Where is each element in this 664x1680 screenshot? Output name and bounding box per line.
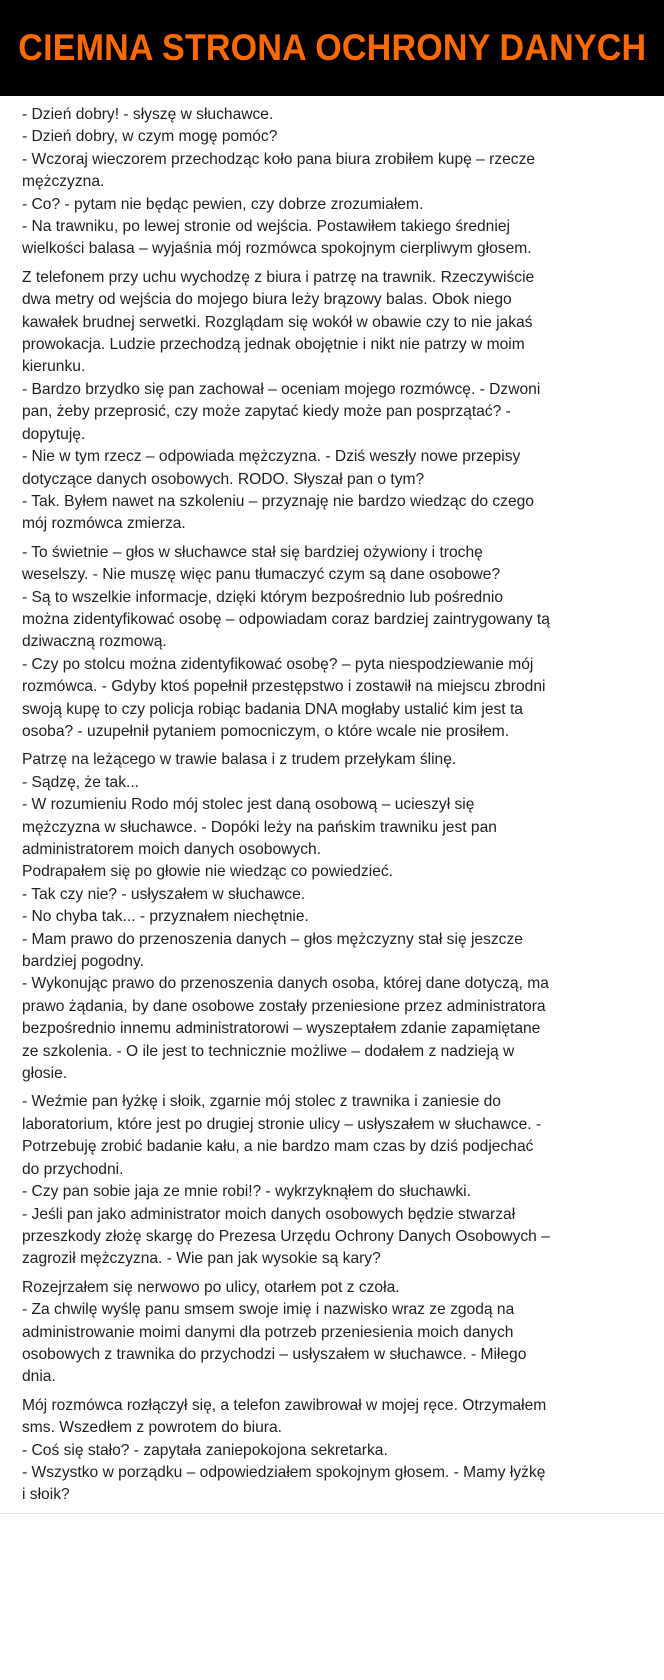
text-line: - Są to wszelkie informacje, dzięki którym bezpośrednio lub pośrednio	[22, 588, 504, 606]
text-line: - Sądzę, że tak...	[22, 773, 140, 791]
text-line: bezpośrednio innemu administratorowi – wyszeptałem zdanie zapamiętane	[22, 1020, 541, 1038]
text-line: mój rozmówca zmierza.	[22, 515, 186, 533]
text-line: - Nie w tym rzecz – odpowiada mężczyzna. - Dziś weszły nowe przepisy	[22, 448, 521, 466]
text-line: - Weźmie pan łyżkę i słoik, zgarnie mój stolec z trawnika i zaniesie do	[22, 1093, 501, 1111]
text-line: dopytuję.	[22, 425, 86, 443]
text-line: - Bardzo brzydko się pan zachował – oceniam mojego rozmówcę. - Dzwoni	[22, 380, 541, 398]
story-text	[0, 96, 664, 1507]
text-line: - Na trawniku, po lewej stronie od wejścia. Postawiłem takiego średniej	[22, 218, 510, 236]
text-line: - Tak czy nie? - usłyszałem w słuchawce.	[22, 885, 306, 903]
story-paragraph	[22, 104, 644, 261]
text-line: Rozejrzałem się nerwowo po ulicy, otarłem pot z czoła.	[22, 1278, 400, 1296]
text-line: osoba? - uzupełnił pytaniem pomocniczym, o które wcale nie prosiłem.	[22, 722, 510, 740]
text-line: dotyczące danych osobowych. RODO. Słyszał pan o tym?	[22, 470, 425, 488]
text-line: prawo żądania, by dane osobowe zostały przeniesione przez administratora	[22, 997, 546, 1015]
text-line: mężczyzna w słuchawce. - Dopóki leży na pańskim trawniku jest pan	[22, 818, 497, 836]
text-line: - Wykonując prawo do przenoszenia danych osoba, której dane dotyczą, ma	[22, 975, 549, 993]
text-line: Podrapałem się po głowie nie wiedząc co powiedzieć.	[22, 863, 393, 881]
story-paragraph	[22, 267, 644, 536]
text-line: przeszkody złożę skargę do Prezesa Urzędu Ochrony Danych Osobowych –	[22, 1227, 550, 1245]
text-line: Potrzebuję zrobić badanie kału, a nie bardzo mam czas by dziś podjechać	[22, 1138, 534, 1156]
text-line: weselszy. - Nie muszę więc panu tłumaczyć czym są dane osobowe?	[22, 566, 501, 584]
text-line: - Wszystko w porządku – odpowiedziałem spokojnym głosem. - Mamy łyżkę	[22, 1463, 546, 1481]
text-line: osobowych z trawnika do przychodzi – usłyszałem w słuchawce. - Miłego	[22, 1345, 527, 1363]
text-line: - Dzień dobry, w czym mogę pomóc?	[22, 128, 278, 146]
text-line: - Coś się stało? - zapytała zaniepokojona sekretarka.	[22, 1441, 388, 1459]
text-line: - W rozumieniu Rodo mój stolec jest daną osobową – ucieszył się	[22, 796, 475, 814]
text-line: - Tak. Byłem nawet na szkoleniu – przyznaję nie bardzo wiedząc do czego	[22, 492, 534, 510]
text-line: do przychodni.	[22, 1160, 124, 1178]
header-banner	[0, 0, 664, 96]
text-line: - Co? - pytam nie będąc pewien, czy dobrze zrozumiałem.	[22, 195, 424, 213]
text-line: - Mam prawo do przenoszenia danych – głos mężczyzny stał się jeszcze	[22, 930, 523, 948]
story-paragraph	[22, 749, 644, 1085]
text-line: dnia.	[22, 1368, 56, 1386]
text-line: prowokacja. Ludzie przechodzą jednak obojętnie i nikt nie patrzy w moim	[22, 336, 525, 354]
story-paragraph	[22, 1277, 644, 1389]
text-line: dziwaczną rozmową.	[22, 633, 167, 651]
text-line: Z telefonem przy uchu wychodzę z biura i patrzę na trawnik. Rzeczywiście	[22, 268, 535, 286]
text-line: kierunku.	[22, 358, 86, 376]
story-paragraph	[22, 542, 644, 744]
page-title: CIEMNA STRONA OCHRONY DANYCH	[18, 27, 646, 68]
text-line: głosie.	[22, 1065, 68, 1083]
text-line: administratorem moich danych osobowych.	[22, 841, 322, 858]
text-line: i słoik?	[22, 1486, 70, 1504]
text-line: - No chyba tak... - przyznałem niechętnie.	[22, 908, 309, 926]
text-line: wielkości balasa – wyjaśnia mój rozmówca spokojnym cierpliwym głosem.	[22, 240, 532, 258]
text-line: swoją kupę to czy policja robiąc badania DNA mogłaby ustalić kim jest ta	[22, 700, 523, 718]
text-line: można zidentyfikować osobę – odpowiadam coraz bardziej zaintrygowany tą	[22, 610, 550, 628]
text-line: - To świetnie – głos w słuchawce stał się bardziej ożywiony i trochę	[22, 543, 483, 561]
text-line: - Czy pan sobie jaja ze mnie robi!? - wykrzyknąłem do słuchawki.	[22, 1183, 471, 1201]
text-line: Patrzę na leżącego w trawie balasa i z trudem przełykam ślinę.	[22, 751, 457, 769]
story-paragraph	[22, 1395, 644, 1507]
story-paragraph	[22, 1091, 644, 1270]
text-line: - Za chwilę wyślę panu smsem swoje imię i nazwisko wraz ze zgodą na	[22, 1301, 515, 1319]
text-line: dwa metry od wejścia do mojego biura leży brązowy balas. Obok niego	[22, 291, 512, 309]
text-line: pan, żeby przeprosić, czy może zapytać kiedy może pan posprzątać? -	[22, 403, 511, 421]
text-line: ze szkolenia. - O ile jest to technicznie możliwe – dodałem z nadzieją w	[22, 1042, 515, 1060]
text-line: kawałek brudnej serwetki. Rozglądam się wokół w obawie czy to nie jakaś	[22, 313, 533, 331]
text-line: bardziej pogodny.	[22, 953, 144, 971]
text-line: - Czy po stolcu można zidentyfikować osobę? – pyta niespodziewanie mój	[22, 655, 534, 673]
text-line: laboratorium, które jest po drugiej stronie ulicy – usłyszałem w słuchawce. -	[22, 1115, 542, 1133]
text-line: Mój rozmówca rozłączył się, a telefon zawibrował w mojej ręce. Otrzymałem	[22, 1396, 547, 1414]
divider	[0, 1513, 664, 1514]
text-line: mężczyzna.	[22, 173, 105, 191]
text-line: - Wczoraj wieczorem przechodząc koło pana biura zrobiłem kupę – rzecze	[22, 150, 536, 168]
text-line: rozmówca. - Gdyby ktoś popełnił przestępstwo i zostawił na miejscu zbrodni	[22, 678, 546, 696]
text-line: administrowanie moimi danymi dla potrzeb przeniesienia moich danych	[22, 1323, 514, 1341]
text-line: - Dzień dobry! - słyszę w słuchawce.	[22, 106, 274, 123]
text-line: - Jeśli pan jako administrator moich danych osobowych będzie stwarzał	[22, 1205, 516, 1223]
text-line: zagroził mężczyzna. - Wie pan jak wysokie są kary?	[22, 1250, 381, 1268]
text-line: sms. Wszedłem z powrotem do biura.	[22, 1419, 282, 1437]
